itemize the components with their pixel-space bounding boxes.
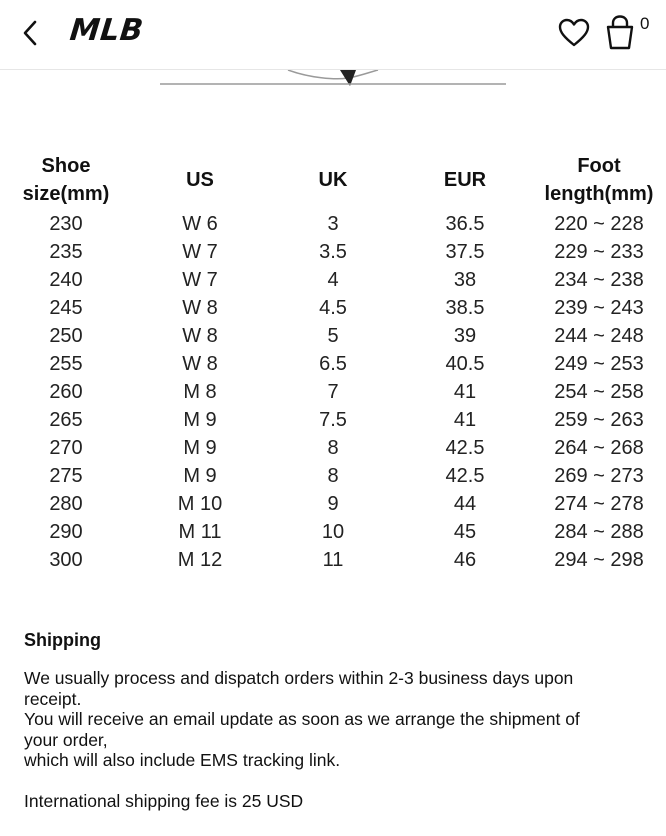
table-row [0, 462, 666, 490]
cell-shoe-size: 290 [49, 521, 83, 543]
cell-foot-length: 264 ~ 268 [554, 437, 644, 459]
table-row [0, 434, 666, 462]
cell-shoe-size: 300 [49, 549, 83, 571]
cell-uk-size: 9 [327, 493, 339, 515]
spacer [24, 771, 644, 791]
cell-shoe-size: 245 [49, 297, 83, 319]
cell-shoe-size: 235 [49, 241, 83, 263]
cell-foot-length: 220 ~ 228 [554, 213, 644, 235]
shipping-description [24, 668, 644, 771]
table-row [0, 266, 666, 294]
table-row [0, 238, 666, 266]
cell-foot-length: 249 ~ 253 [554, 353, 644, 375]
table-row [0, 406, 666, 434]
shipping-text-line: which will also include EMS tracking link. [24, 750, 341, 770]
cell-foot-length: 269 ~ 273 [554, 465, 644, 487]
table-row [0, 294, 666, 322]
cell-eur-size: 36.5 [445, 213, 485, 235]
cell-foot-length: 239 ~ 243 [554, 297, 644, 319]
cell-us-size: W 8 [182, 297, 218, 319]
column-header-shoe-size [10, 152, 122, 208]
shipping-text-line: We usually process and dispatch orders within 2-3 business days upon [24, 668, 574, 688]
table-row [0, 350, 666, 378]
cell-uk-size: 11 [322, 549, 344, 571]
cell-uk-size: 10 [321, 521, 345, 543]
shipping-text-line: your order, [24, 729, 108, 750]
header-label: Foot [577, 155, 621, 177]
shipping-text-line: You will receive an email update as soon as we arrange the shipment of [24, 709, 580, 729]
cell-us-size: M 9 [183, 409, 217, 431]
cell-eur-size: 37.5 [445, 241, 485, 263]
column-header-eur: EUR [443, 169, 487, 191]
product-image-remnant [160, 70, 510, 92]
cell-foot-length: 234 ~ 238 [554, 269, 644, 291]
cell-us-size: M 10 [177, 493, 223, 515]
cell-foot-length: 274 ~ 278 [554, 493, 644, 515]
top-bar [0, 0, 666, 70]
cell-shoe-size: 255 [49, 353, 83, 375]
cell-eur-size: 41 [453, 409, 477, 431]
cell-uk-size: 7 [327, 381, 339, 403]
size-chart-table [0, 150, 666, 574]
cell-foot-length: 294 ~ 298 [554, 549, 644, 571]
cell-uk-size: 6.5 [319, 353, 347, 375]
cell-eur-size: 44 [453, 493, 477, 515]
cell-us-size: W 6 [182, 213, 218, 235]
table-row [0, 546, 666, 574]
cell-uk-size: 3.5 [319, 241, 347, 263]
cart-button[interactable] [602, 14, 644, 52]
cell-uk-size: 8 [327, 437, 339, 459]
cell-us-size: M 9 [183, 437, 217, 459]
column-header-foot-length [538, 152, 660, 208]
shipping-fee-text: International shipping fee is 25 USD [24, 790, 304, 811]
cell-us-size: W 7 [182, 241, 218, 263]
cell-shoe-size: 260 [49, 381, 83, 403]
cell-eur-size: 42.5 [445, 465, 485, 487]
table-row [0, 518, 666, 546]
cart-count-badge: 0 [640, 14, 650, 33]
cell-us-size: M 8 [183, 381, 217, 403]
cell-eur-size: 45 [453, 521, 477, 543]
cell-us-size: M 9 [183, 465, 217, 487]
cell-foot-length: 254 ~ 258 [554, 381, 644, 403]
chevron-left-icon [19, 19, 41, 47]
cell-eur-size: 41 [453, 381, 477, 403]
shipping-text-line: receipt. [24, 688, 82, 709]
cell-shoe-size: 250 [49, 325, 83, 347]
cell-eur-size: 39 [453, 325, 477, 347]
cell-eur-size: 38 [453, 269, 477, 291]
shipping-title: Shipping [24, 630, 101, 650]
cell-uk-size: 5 [327, 325, 339, 347]
column-header-us: US [186, 169, 214, 191]
header-label: Shoe [41, 155, 91, 177]
heart-icon [558, 18, 590, 48]
cell-foot-length: 284 ~ 288 [554, 521, 644, 543]
cell-foot-length: 259 ~ 263 [554, 409, 644, 431]
cell-eur-size: 46 [453, 549, 477, 571]
brand-logo[interactable]: MLB [68, 13, 146, 48]
table-row [0, 322, 666, 350]
cell-foot-length: 229 ~ 233 [554, 241, 644, 263]
table-row [0, 210, 666, 238]
back-button[interactable] [14, 16, 46, 50]
table-header [0, 150, 666, 210]
cell-eur-size: 40.5 [445, 353, 485, 375]
cell-shoe-size: 230 [49, 213, 83, 235]
shopping-bag-icon [602, 14, 638, 52]
cell-eur-size: 38.5 [445, 297, 485, 319]
wishlist-button[interactable] [556, 16, 592, 50]
cell-uk-size: 7.5 [319, 409, 347, 431]
cell-us-size: W 8 [182, 353, 218, 375]
cell-eur-size: 42.5 [445, 437, 485, 459]
cell-us-size: W 7 [182, 269, 218, 291]
cell-foot-length: 244 ~ 248 [554, 325, 644, 347]
cell-us-size: M 11 [178, 521, 222, 543]
header-label: size(mm) [22, 183, 110, 205]
cell-shoe-size: 240 [49, 269, 83, 291]
cell-uk-size: 4.5 [319, 297, 347, 319]
table-row [0, 490, 666, 518]
header-label: length(mm) [544, 183, 654, 205]
cell-us-size: M 12 [177, 549, 223, 571]
cell-uk-size: 4 [327, 269, 339, 291]
shipping-section [24, 628, 644, 811]
cell-us-size: W 8 [182, 325, 218, 347]
cell-uk-size: 3 [327, 213, 339, 235]
cell-shoe-size: 275 [49, 465, 83, 487]
table-row [0, 378, 666, 406]
cell-shoe-size: 270 [49, 437, 83, 459]
cell-shoe-size: 265 [49, 409, 83, 431]
column-header-uk: UK [318, 169, 348, 191]
cell-shoe-size: 280 [49, 493, 83, 515]
table-body [0, 210, 666, 574]
cell-uk-size: 8 [327, 465, 339, 487]
